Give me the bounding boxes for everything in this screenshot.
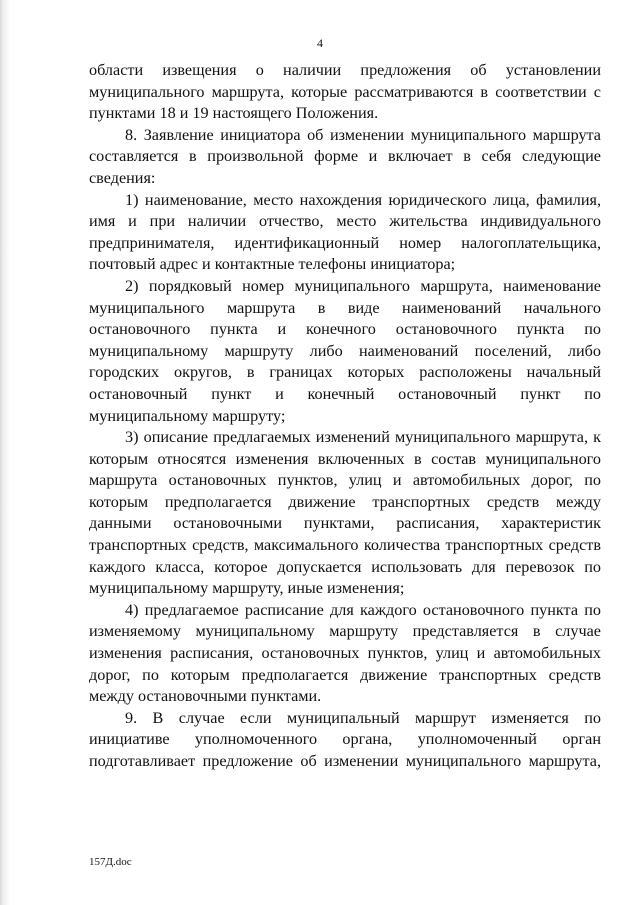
- paragraph-item-9: 9. В случае если муниципальный маршрут изменяется по инициативе уполномоченного органа, уполномоченный орган подготавливает предложение об изменении муниципального маршрута,: [89, 708, 601, 770]
- scan-edge-shadow: [0, 0, 10, 905]
- paragraph-subitem-3: 3) описание предлагаемых изменений муниципального маршрута, к которым относятся изменения включенных в состав муниципального маршрута остановочных пунктов, улиц и автомобильных дорог, по которым предполагается движение транспортных средств между данными остановочными пунктами, расписания, характеристик транспортных средств, максимального количества транспортных средств каждого класса, которое допускается использовать для перевозок по муниципальному маршруту, иные изменения;: [89, 428, 601, 598]
- paragraph-subitem-2: 2) порядковый номер муниципального маршрута, наименование муниципального маршрута в виде наименований начального остановочного пункта и конечного остановочного пункта по муниципальному маршруту либо наименований поселений, либо городских округов, в границах которых расположены начальный остановочный пункт и конечный остановочный пункт по муниципальному маршруту;: [89, 276, 601, 425]
- footer-filename: 157Д.doc: [89, 856, 132, 868]
- paragraph-continuation: области извещения о наличии предложения об установлении муниципального маршрута, которые рассматриваются в соответствии с пунктами 18 и 19 настоящего Положения.: [89, 61, 601, 123]
- paragraph-item-8: 8. Заявление инициатора об изменении муниципального маршрута составляется в произвольной форме и включает в себя следующие сведения:: [89, 125, 601, 187]
- page-number: 4: [317, 36, 323, 50]
- document-body: [89, 60, 601, 773]
- paragraph-subitem-1: 1) наименование, место нахождения юридического лица, фамилия, имя и при наличии отчество, место жительства индивидуального предпринимателя, идентификационный номер налогоплательщика, почтовый адрес и контактные телефоны инициатора;: [89, 190, 601, 274]
- paragraph-subitem-4: 4) предлагаемое расписание для каждого остановочного пункта по изменяемому муниципальному маршруту представляется в случае изменения расписания, остановочных пунктов, улиц и автомобильных дорог, по которым предполагается движение транспортных средств между остановочными пунктами.: [89, 600, 601, 706]
